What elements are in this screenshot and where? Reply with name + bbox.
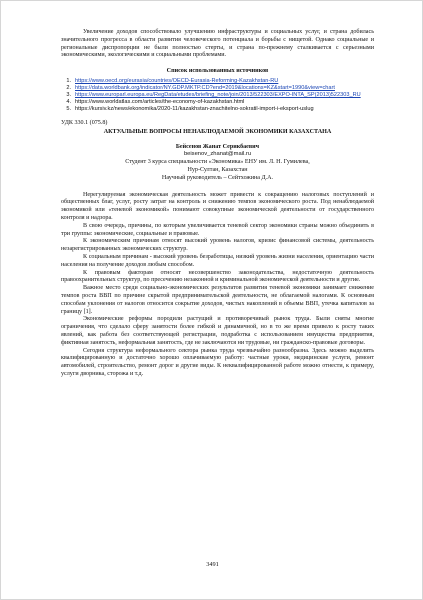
- reference-link[interactable]: https://www.europarl.europa.eu/RegData/etudes/briefing_note/join/2013/522303/EXPO-INTA_SP(2013)522303_RU: [75, 91, 361, 98]
- intro-paragraph: Увеличение доходов способствовало улучшению инфраструктуры и социальных услуг, и страна добилась значительного прогресса в области развития человеческого потенциала и борьбы с нищетой. Однако социальные и региональные диспропорции не были полностью стерты, и страна по-прежнему сталкивается с серьезными экономическими, экологическими и социальными проблемами.: [61, 29, 374, 59]
- body-paragraph: Важное место среди социально-экономических результатов развития теневой экономики занимает снижение темпов роста ВВП по причине скрытой предпринимательской деятельности, не облагаемой налогами. К основным способам уклонения от налогов относится сокрытие доходов, чистых накоплений в объемы ВВП, утечка капиталов за границу [1].: [61, 285, 374, 315]
- article-body: [61, 192, 374, 379]
- author-affiliation: Студент 3 курса специальности «Экономика» ЕНУ им. Л. Н. Гумилева,: [125, 159, 310, 166]
- reference-text: https://www.worldatlas.com/articles/the-economy-of-kazakhstan.html: [75, 98, 245, 105]
- reference-number: 5.: [66, 105, 71, 112]
- article-title: АКТУАЛЬНЫЕ ВОПРОСЫ НЕНАБЛЮДАЕМОЙ ЭКОНОМИКИ КАЗАХСТАНА: [103, 128, 332, 135]
- reference-number: 4.: [66, 98, 71, 105]
- body-paragraph: Экономические реформы породили растущий и противоречивый рынок труда. Были сняты многие ограничения, что сделало сферу занятости более гибкой и динамичной, но в то же время привело к росту таких явлений, как работа без соответствующей регистрации, подработка с использованием имущества предприятия, фиктивная занятость, неформальная занятость, где не заключаются ни трудовые, ни гражданско-правовые договоры.: [61, 316, 374, 346]
- reference-item: [61, 99, 374, 106]
- body-paragraph: Сегодня структура неформального сектора рынка труда чрезвычайно разнообразна. Здесь можно выделить квалифицированную и достаточно хорошо оплачиваемую работу: частные уроки, медицинские услуги, ремонт автомобилей, строительство, ремонт дорог и другие виды. К неквалифицированной работе можно отнести, к примеру, услуги дворника, сторожа и т.д.: [61, 347, 374, 377]
- reference-item: [61, 85, 374, 92]
- body-paragraph: К правовым факторам относят несовершенство законодательства, недостаточную деятельность правоохранительных структур, по пресечению незаконной и криминальной экономической деятельности и другие.: [61, 269, 374, 284]
- udk-code: УДК 330.1 (075.8): [61, 119, 108, 126]
- author-name: Бейсенов Жанат Серикбаевич: [175, 143, 260, 150]
- author-city: Нур-Султан, Казахстан: [187, 166, 248, 173]
- author-email: beisenov_zhanat@mail.ru: [183, 151, 252, 158]
- reference-item: [61, 106, 374, 113]
- references-heading: Список использованных источников: [166, 68, 269, 75]
- body-paragraph: К социальным причинам - высокий уровень безработицы, низкий уровень жизни населения, ориентацию части населения на получение доходов любым способом.: [61, 253, 374, 268]
- author-block: [61, 144, 374, 183]
- reference-number: 3.: [66, 91, 71, 98]
- reference-number: 1.: [66, 77, 71, 84]
- page-content: [61, 29, 374, 379]
- reference-item: [61, 78, 374, 85]
- reference-link[interactable]: https://data.worldbank.org/indicator/NY.GDP.MKTP.CD?end=2019&locations=KZ&start=1990&view=chart: [75, 84, 335, 91]
- supervisor: Научный руководитель – Сейтхожина Д.А.: [161, 174, 274, 181]
- reference-item: [61, 92, 374, 99]
- reference-link[interactable]: https://www.oecd.org/eurasia/countries/OECD-Eurasia-Reforming-Kazakhstan-RU: [75, 77, 279, 84]
- reference-text: https://kursiv.kz/news/ekonomika/2020-11/kazakhstan-znachitelno-sokratil-import-i-eksport-uslug: [75, 105, 314, 112]
- body-paragraph: Нерегулируемая экономическая деятельность может привести к сокращению налоговых поступлений и общественных благ, услуг, росту затрат на контроль и снижению темпов экономического роста. Под ненаблюдаемой экономикой или «теневой экономикой» понимают совокупные экономической деятельности от государственного контроля и надзора.: [61, 191, 374, 221]
- page-number: 3491: [206, 561, 219, 568]
- references-list: [61, 78, 374, 113]
- reference-number: 2.: [66, 84, 71, 91]
- body-paragraph: В свою очередь, причины, по которым увеличивается теневой сектор экономики страны можно объединить в три группы: экономические, социальные и правовые.: [61, 222, 374, 237]
- body-paragraph: К экономическим причинам относят высокий уровень налогов, кризис финансовой системы, деятельность незарегистрированных экономических структур.: [61, 238, 374, 253]
